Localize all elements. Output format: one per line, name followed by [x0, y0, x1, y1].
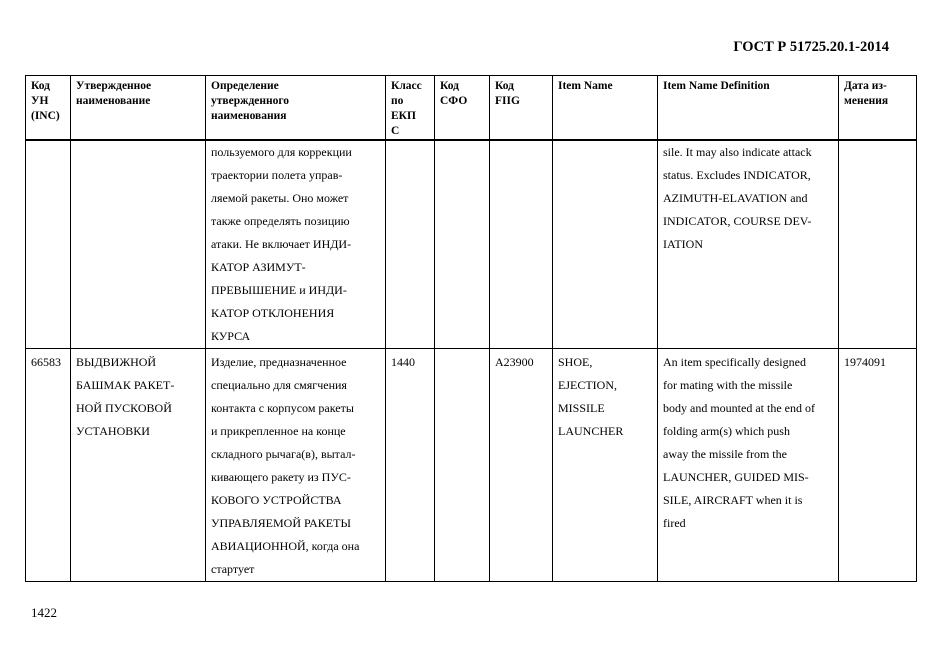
table-row	[26, 349, 917, 582]
cell-text-line: ляемой ракеты. Оно может	[211, 191, 349, 205]
cell-approved-name	[71, 349, 206, 582]
cell-text-line: SHOE,	[558, 355, 593, 369]
cell-text-line: атаки. Не включает ИНДИ-	[211, 237, 352, 251]
column-header-sfo	[435, 76, 490, 141]
cell-text-line: ВЫДВИЖНОЙ	[76, 355, 157, 369]
cell-text-line: SILE, AIRCRAFT when it is	[663, 493, 803, 507]
cell-text-line: 66583	[31, 355, 61, 369]
cell-text-line: НОЙ ПУСКОВОЙ	[76, 401, 172, 415]
cell-text-line: УПРАВЛЯЕМОЙ РАКЕТЫ	[211, 516, 351, 530]
cell-date	[839, 140, 917, 349]
cell-text-line: КАТОР АЗИМУТ-	[211, 260, 306, 274]
cell-text-line: sile. It may also indicate attack	[663, 145, 812, 159]
header-text-line: Код	[31, 80, 51, 92]
cell-text-line: траектории полета управ-	[211, 168, 343, 182]
column-header-approved-name	[71, 76, 206, 141]
cell-inc	[26, 140, 71, 349]
column-header-definition	[206, 76, 386, 141]
cell-text-line: УСТАНОВКИ	[76, 424, 150, 438]
cell-text-line: КАТОР ОТКЛОНЕНИЯ	[211, 306, 335, 320]
header-text-line: Утвержденное	[76, 80, 152, 92]
cell-text-line: INDICATOR, COURSE DEV-	[663, 214, 812, 228]
header-text-line: Код	[495, 80, 515, 92]
cell-text-line: 1440	[391, 355, 415, 369]
cell-text-line: A23900	[495, 355, 534, 369]
cell-definition	[206, 349, 386, 582]
cell-item-def	[658, 349, 839, 582]
cell-text-line: LAUNCHER, GUIDED MIS-	[663, 470, 809, 484]
cell-fiig	[490, 349, 553, 582]
cell-text-line: An item specifically designed	[663, 355, 806, 369]
cell-text-line: status. Excludes INDICATOR,	[663, 168, 811, 182]
cell-text-line: БАШМАК РАКЕТ-	[76, 378, 175, 392]
header-text-line: Item Name Definition	[663, 80, 770, 92]
cell-text-line: также определять позицию	[211, 214, 350, 228]
cell-text-line: ПРЕВЫШЕНИЕ и ИНДИ-	[211, 283, 347, 297]
catalog-table	[25, 75, 917, 582]
cell-text-line: for mating with the missile	[663, 378, 793, 392]
header-text-line: Item Name	[558, 80, 613, 92]
header-text-line: Класс	[391, 80, 422, 92]
page-number: 1422	[31, 605, 57, 620]
cell-fiig	[490, 140, 553, 349]
table-row	[26, 140, 917, 349]
cell-text-line: АВИАЦИОННОЙ, когда она	[211, 539, 360, 553]
table-body	[26, 140, 917, 582]
cell-text-line: кивающего ракету из ПУС-	[211, 470, 351, 484]
header-text-line: наименование	[76, 95, 151, 107]
column-header-inc	[26, 76, 71, 141]
cell-text-line: пользуемого для коррекции	[211, 145, 352, 159]
header-text-line: С	[391, 125, 400, 137]
cell-class	[386, 140, 435, 349]
cell-approved-name	[71, 140, 206, 349]
cell-text-line: MISSILE	[558, 401, 605, 415]
cell-date	[839, 349, 917, 582]
column-header-fiig	[490, 76, 553, 141]
cell-item-name	[553, 140, 658, 349]
header-text-line: утвержденного	[211, 95, 290, 107]
header-text-line: Определение	[211, 80, 279, 92]
cell-text-line: КОВОГО УСТРОЙСТВА	[211, 493, 342, 507]
header-text-line: FIIG	[495, 95, 520, 107]
cell-text-line: специально для смягчения	[211, 378, 347, 392]
cell-sfo	[435, 349, 490, 582]
header-text-line: СФО	[440, 95, 468, 107]
cell-text-line: EJECTION,	[558, 378, 617, 392]
header-text-line: ЕКП	[391, 110, 416, 122]
cell-text-line: fired	[663, 516, 686, 530]
cell-class	[386, 349, 435, 582]
header-text-line: по	[391, 95, 404, 107]
cell-text-line: Изделие, предназначенное	[211, 355, 347, 369]
cell-text-line: folding arm(s) which push	[663, 424, 790, 438]
cell-inc	[26, 349, 71, 582]
cell-text-line: стартует	[211, 562, 255, 576]
cell-text-line: складного рычага(в), вытал-	[211, 447, 356, 461]
table-header-row	[26, 76, 917, 141]
cell-item-def	[658, 140, 839, 349]
cell-text-line: IATION	[663, 237, 703, 251]
cell-definition	[206, 140, 386, 349]
cell-text-line: КУРСА	[211, 329, 251, 343]
cell-text-line: LAUNCHER	[558, 424, 624, 438]
column-header-item-name	[553, 76, 658, 141]
column-header-item-def	[658, 76, 839, 141]
cell-text-line: и прикрепленное на конце	[211, 424, 346, 438]
cell-text-line: контакта с корпусом ракеты	[211, 401, 354, 415]
header-text-line: наименования	[211, 110, 287, 122]
cell-text-line: body and mounted at the end of	[663, 401, 815, 415]
cell-item-name	[553, 349, 658, 582]
cell-text-line: away the missile from the	[663, 447, 787, 461]
cell-text-line: 1974091	[844, 355, 886, 369]
document-title: ГОСТ Р 51725.20.1-2014	[733, 39, 889, 55]
header-text-line: (INC)	[31, 110, 60, 122]
column-header-class	[386, 76, 435, 141]
header-text-line: УН	[31, 95, 49, 107]
header-text-line: менения	[844, 95, 889, 107]
column-header-date	[839, 76, 917, 141]
cell-text-line: AZIMUTH-ELAVATION and	[663, 191, 808, 205]
header-text-line: Код	[440, 80, 460, 92]
cell-sfo	[435, 140, 490, 349]
header-text-line: Дата из-	[844, 80, 887, 92]
